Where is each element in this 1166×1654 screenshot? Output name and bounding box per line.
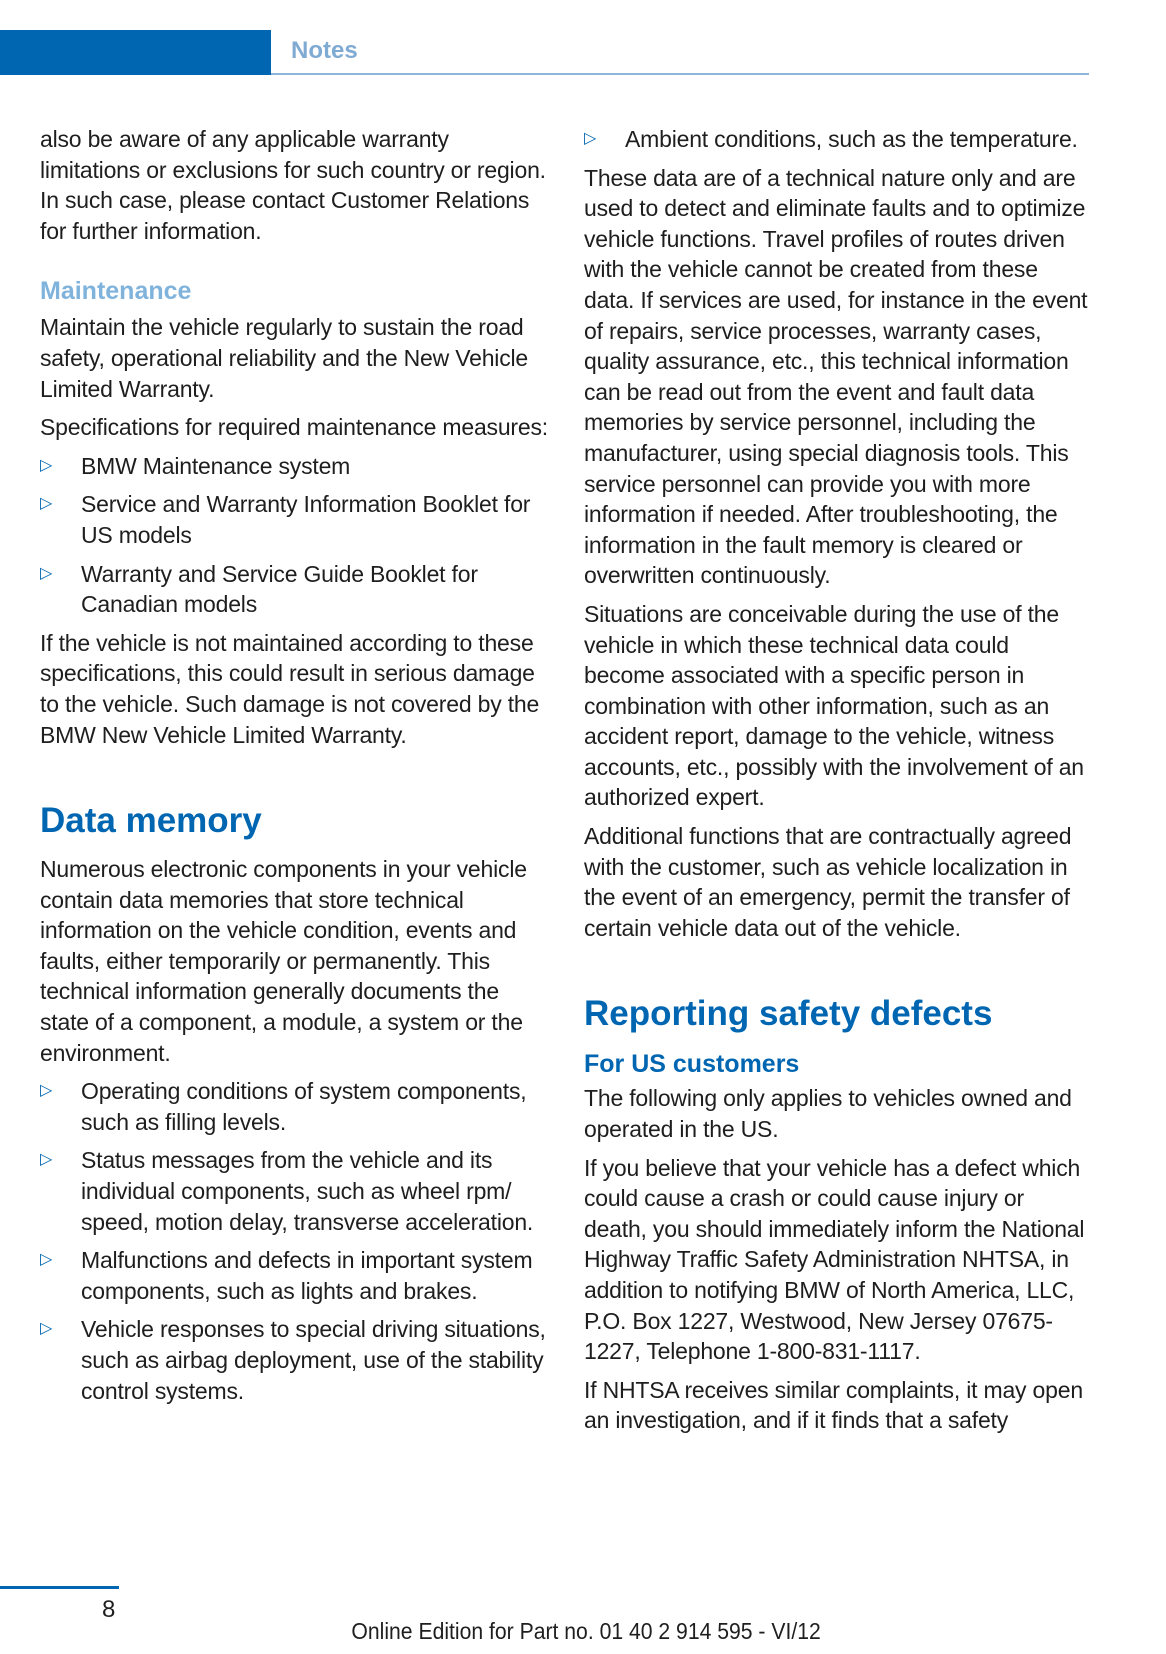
nhtsa-contact-paragraph: If you believe that your vehicle has a defect which could cause a crash or could cause injury or death, you should immediately inform the National Highway Traffic Safety Administration NHTSA, in addition to notifying BMW of North America, LLC, P.O. Box 1227, Westwood, New Jersey 07675-1227, Telephone 1-800-831-1117.: [584, 1154, 1085, 1365]
maintenance-list: [40, 451, 548, 620]
triangle-bullet-icon: ▷: [40, 564, 53, 582]
additional-functions-paragraph: Additional functions that are contractually agreed with the customer, such as vehicle localization in the event of an emergency, permit the transfer of certain vehicle data out of the vehicle.: [584, 823, 1072, 941]
list-item-text: Ambient conditions, such as the temperature.: [625, 126, 1078, 152]
data-memory-paragraph: Numerous electronic components in your vehicle contain data memories that store technical information on the vehicle condition, events and faults, either temporarily or permanently. This technical information generally documents the state of a component, a module, a system or the environment.: [40, 856, 527, 1066]
list-item: [40, 1314, 548, 1406]
triangle-bullet-icon: ▷: [40, 1082, 53, 1100]
list-item: [40, 559, 548, 620]
list-item-text: BMW Maintenance system: [81, 452, 351, 479]
page-number: 8: [102, 1596, 116, 1623]
list-item-text: Warranty and Service Guide Booklet for Canadian models: [81, 560, 478, 618]
us-customers-heading: For US customers: [584, 1050, 800, 1079]
technical-data-paragraph: These data are of a technical nature only and are used to detect and eliminate faults and to optimize vehicle functions. Travel profiles of routes driven with the vehicle cannot be created from these data. If services are used, for instance in the event of repairs, service processes, warranty cases, quality assurance, etc., this technical information can be read out from the event and fault data memories by service personnel, including the manufacturer, using special diagnosis tools. This service personnel can provide you with more information if needed. After troubleshooting, the information in the fault memory is cleared or overwritten continuously.: [584, 164, 1088, 589]
list-item-text: Operating conditions of system components, such as filling levels.: [81, 1078, 527, 1135]
list-item-text: Vehicle responses to special driving situations, such as airbag deployment, use of the stability control systems.: [81, 1316, 546, 1404]
list-item: [40, 1076, 548, 1137]
edition-footer: [0, 1618, 1166, 1645]
triangle-bullet-icon: ▷: [40, 1320, 53, 1338]
data-memory-heading: Data memory: [40, 801, 262, 841]
left-column: [40, 124, 548, 1414]
maintenance-heading: Maintenance: [40, 277, 192, 306]
footer-divider: [0, 1586, 119, 1589]
list-item: [40, 1145, 548, 1237]
maintenance-paragraph: Maintain the vehicle regularly to sustain the road safety, operational reliability and the New Vehicle Limited Warranty.: [40, 314, 528, 402]
header-color-bar: [0, 30, 271, 75]
list-item: [40, 451, 548, 482]
maintenance-warning-paragraph: If the vehicle is not maintained according to these specifications, this could result in serious damage to the vehicle. Such damage is not covered by the BMW New Vehicle Limited Warranty.: [40, 629, 540, 748]
list-item: [584, 124, 1092, 155]
section-title: Notes: [291, 37, 358, 64]
reporting-safety-defects-heading: Reporting safety defects: [584, 994, 993, 1034]
triangle-bullet-icon: ▷: [40, 1251, 53, 1269]
list-item-text: Service and Warranty Information Booklet for US models: [81, 491, 531, 548]
nhtsa-investigation-paragraph: If NHTSA receives similar complaints, it may open an investigation, and if it finds that a safety: [584, 1376, 1083, 1434]
intro-paragraph: also be aware of any applicable warranty limitations or exclusions for such country or region. In such case, please contact Customer Relations for further information.: [40, 126, 546, 244]
triangle-bullet-icon: ▷: [40, 1151, 53, 1169]
triangle-bullet-icon: ▷: [40, 495, 53, 513]
list-item: [40, 1245, 548, 1306]
header-divider: [271, 73, 1089, 75]
list-item-text: Malfunctions and defects in important system components, such as lights and brakes.: [81, 1247, 533, 1304]
triangle-bullet-icon: ▷: [584, 130, 597, 147]
edition-text: Online Edition for Part no. 01 40 2 914 595 - VI/12: [351, 1618, 821, 1644]
list-item: [40, 489, 548, 550]
right-column: [584, 124, 1092, 1444]
situations-paragraph: Situations are conceivable during the use of the vehicle in which these technical data could become associated with a specific person in combination with other information, such as an accident report, damage to the vehicle, witness accounts, etc., possibly with the involvement of an authorized expert.: [584, 600, 1084, 811]
triangle-bullet-icon: ▷: [40, 456, 53, 474]
maintenance-specs-intro: Specifications for required maintenance measures:: [40, 414, 548, 441]
us-only-paragraph: The following only applies to vehicles owned and operated in the US.: [584, 1085, 1072, 1143]
data-memory-list: [40, 1076, 548, 1406]
list-item-text: Status messages from the vehicle and its individual components, such as wheel rpm/ speed, motion delay, transverse acceleration.: [81, 1147, 534, 1235]
data-memory-list-cont: [584, 124, 1092, 155]
